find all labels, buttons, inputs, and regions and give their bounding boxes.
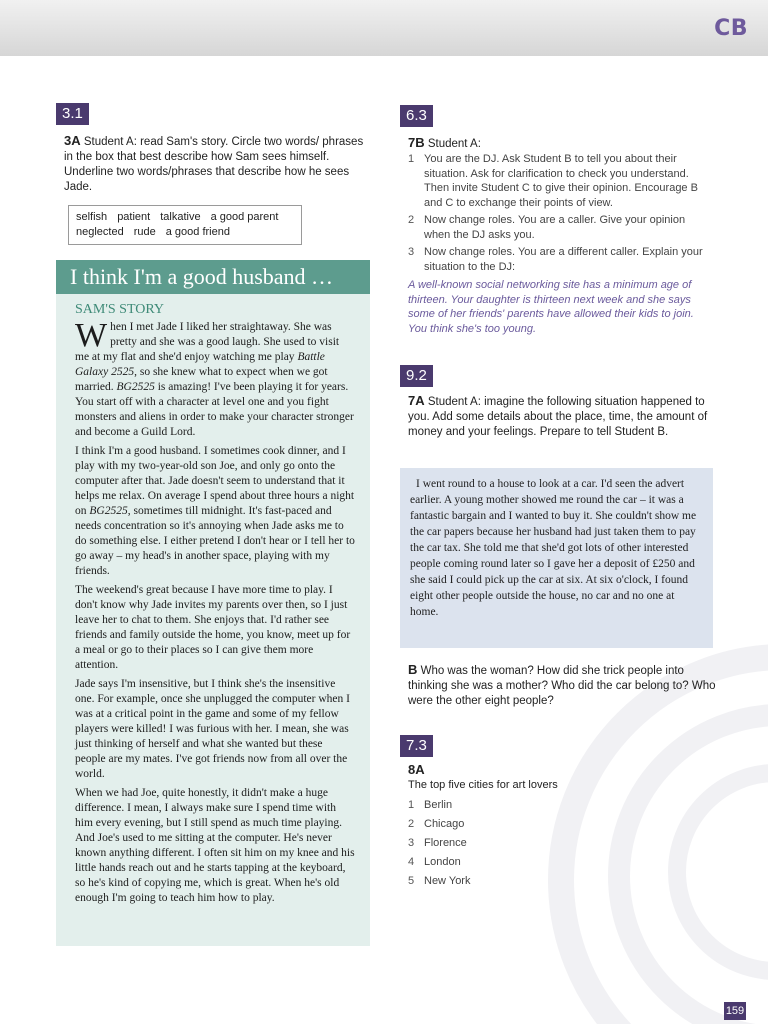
unit-badge-3-1: 3.1 bbox=[56, 103, 89, 125]
task-number: 8A bbox=[408, 762, 425, 777]
story-paragraph bbox=[75, 444, 355, 579]
list-item bbox=[408, 796, 608, 814]
cities-subtitle: The top five cities for art lovers bbox=[408, 779, 558, 791]
item-text: Now change roles. You are a different caller. Explain your situation to the DJ: bbox=[424, 246, 703, 273]
item-number: 1 bbox=[408, 799, 415, 811]
city-name: New York bbox=[424, 875, 471, 887]
item-number: 2 bbox=[408, 818, 415, 830]
task-number: B bbox=[408, 662, 418, 677]
task-7b bbox=[408, 135, 713, 152]
top-bar bbox=[0, 0, 768, 56]
game-title: Battle Galaxy 2525 bbox=[75, 351, 325, 378]
item-number: 4 bbox=[408, 856, 415, 868]
story-text: , so she knew what to expect when we got married. bbox=[75, 366, 328, 393]
list-item bbox=[408, 213, 713, 242]
word-box bbox=[68, 205, 302, 245]
word-row-2 bbox=[76, 225, 294, 240]
list-item bbox=[408, 815, 608, 833]
list-item bbox=[408, 152, 713, 210]
role-list bbox=[408, 152, 713, 275]
task-instructions: Student A: read Sam's story. Circle two words/ phrases in the box that best describe how Sam sees himself. Underline two words/phrases that describe how he sees Jade. bbox=[64, 136, 364, 193]
word-option: talkative bbox=[160, 211, 201, 223]
unit-badge-9-2: 9.2 bbox=[400, 365, 433, 387]
word-option: neglected bbox=[76, 226, 124, 238]
city-name: Florence bbox=[424, 837, 467, 849]
story-paragraph: Jade says I'm insensitive, but I think she's the insensitive one. For example, once she unplugged the computer when I was at a critical point in the game and some of my fellow players were killed! I was furious with her. I mean, she was just thinking of herself and what she wanted but these people are my mates. I've got friends now from all over the world. bbox=[75, 678, 350, 780]
task-3a bbox=[64, 133, 372, 195]
list-item bbox=[408, 872, 608, 890]
task-label: Student A: bbox=[427, 138, 481, 150]
story-text: hen I met Jade I liked her straightaway. She was pretty and she was a good laugh. She used to visit me at my flat and she'd enjoy watching me play bbox=[75, 321, 340, 363]
word-option: patient bbox=[117, 211, 151, 223]
story-heading: SAM'S STORY bbox=[75, 302, 165, 317]
task-questions: Who was the woman? How did she trick people into thinking she was a mother? Who did the car belong to? Who were the other eight people? bbox=[408, 665, 716, 707]
task-instructions: Student A: imagine the following situation happened to you. Add some details about the place, time, the amount of money and your feelings. Prepare to tell Student B. bbox=[408, 396, 708, 438]
story-title: I think I'm a good husband … bbox=[56, 260, 370, 294]
story-text: I think I'm a good husband. I sometimes cook dinner, and I play with my two-year-old son Joe, and only go onto the computer after that. Jade doesn't seem to understand that it helps me relax. On average I spend about three hours a night on bbox=[75, 445, 355, 517]
task-8a bbox=[408, 762, 425, 779]
cb-badge: CB bbox=[714, 16, 748, 41]
story-panel bbox=[56, 260, 370, 946]
city-name: Berlin bbox=[424, 799, 453, 811]
story-body bbox=[75, 317, 355, 910]
item-number: 3 bbox=[408, 837, 415, 849]
situation-note: A well-known social networking site has a minimum age of thirteen. Your daughter is thirteen next week and she says some of her friends' parents have allowed their kids to join. You think she's too young. bbox=[408, 279, 694, 335]
list-item bbox=[408, 853, 608, 871]
cities-list bbox=[408, 796, 608, 891]
page-number: 159 bbox=[724, 1002, 746, 1020]
car-story-box bbox=[400, 468, 713, 648]
item-text: You are the DJ. Ask Student B to tell you about their situation. Ask for clarification to check you understand. Then invite Student C to give their opinion. Encourage B and C to exchange their points of view. bbox=[424, 153, 698, 209]
word-row-1 bbox=[76, 210, 294, 225]
story-text: , sometimes till midnight. It's fast-paced and needs concentration so it's annoying when Jade asks me to do something else. I either pretend I don't hear or I tell her to go away – my head's in another space, playing with my friends. bbox=[75, 505, 355, 577]
word-option: a good friend bbox=[165, 226, 230, 238]
word-option: selfish bbox=[76, 211, 108, 223]
unit-badge-6-3: 6.3 bbox=[400, 105, 433, 127]
drop-cap: W bbox=[75, 317, 108, 354]
game-title: BG2525 bbox=[89, 505, 128, 517]
list-item bbox=[408, 834, 608, 852]
story-paragraph: When we had Joe, quite honestly, it didn't make a huge difference. I mean, I always make sure I spend time with him every evening, but I still spend as much time playing. And Joe's used to me sitting at the computer. He's never known anything different. I often sit him on my knee and his little hands reach out and he starts tapping at the keyboard, so he's kind of copying me, which is great. When he's old enough I'm going to teach him how to play. bbox=[75, 787, 355, 904]
task-b bbox=[408, 662, 718, 709]
item-number: 2 bbox=[408, 214, 415, 226]
task-number: 3A bbox=[64, 133, 81, 148]
story-text: is amazing! I've been playing it for years. You start off with a character at level one and you fight monsters and aliens in order to make your character stronger and become a Guild Lord. bbox=[75, 381, 354, 438]
list-item bbox=[408, 245, 713, 274]
task-number: 7B bbox=[408, 135, 425, 150]
item-number: 3 bbox=[408, 246, 415, 258]
story-paragraph: The weekend's great because I have more time to play. I don't know why Jade invites my parents over then, so I just leave her to chat to them. She enjoys that. I'd rather see friends and family outside the home, you know, meet up for a meal or go to their places so I can give them more attention. bbox=[75, 584, 351, 671]
story-paragraph bbox=[75, 317, 355, 440]
item-number: 5 bbox=[408, 875, 415, 887]
task-7a bbox=[408, 393, 718, 440]
item-number: 1 bbox=[408, 153, 415, 165]
word-option: rude bbox=[133, 226, 156, 238]
word-option: a good parent bbox=[210, 211, 279, 223]
car-story-text: I went round to a house to look at a car. I'd seen the advert earlier. A young mother showed me round the car – it was a fantastic bargain and I wanted to buy it. She couldn't show me the car papers because her husband had just taken them to pay the car tax. She told me that she'd got lots of other interested people coming round later so I gave her a deposit of £250 and she said I could pick up the car at six. At six o'clock, I found eight other people outside the house, no car and no one at home. bbox=[410, 478, 697, 618]
city-name: London bbox=[424, 856, 461, 868]
unit-badge-7-3: 7.3 bbox=[400, 735, 433, 757]
task-number: 7A bbox=[408, 393, 425, 408]
game-title: BG2525 bbox=[116, 381, 155, 393]
item-text: Now change roles. You are a caller. Give your opinion when the DJ asks you. bbox=[424, 214, 686, 241]
city-name: Chicago bbox=[424, 818, 465, 830]
